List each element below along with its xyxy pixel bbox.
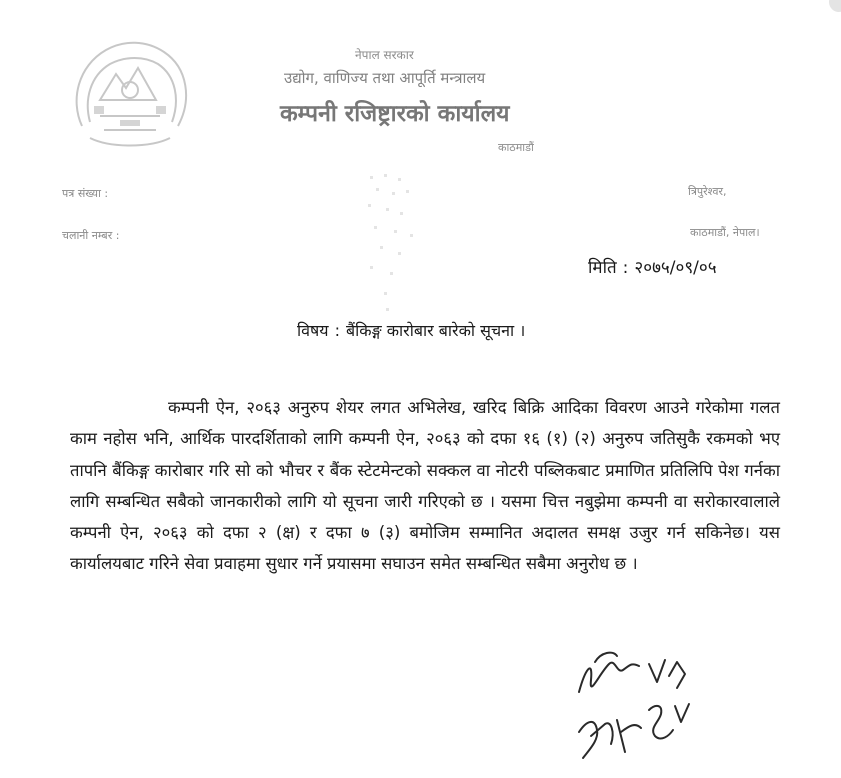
signature-icon — [565, 640, 705, 770]
office-place: त्रिपुरेश्वर, — [688, 185, 727, 198]
date-label: मिति — [588, 258, 617, 278]
subject-separator: : — [334, 321, 340, 340]
dispatch-number-label: चलानी नम्बर : — [62, 229, 120, 242]
letter-subject — [297, 319, 525, 341]
letter-date — [588, 255, 717, 278]
office-city: काठमाडौं — [498, 141, 534, 154]
office-heading: कम्पनी रजिष्ट्रारको कार्यालय — [280, 101, 510, 127]
faded-stamp-mark-icon — [340, 170, 440, 320]
subject-text: बैंकिङ्ग कारोबार बारेको सूचना । — [345, 321, 526, 340]
letter-number-label: पत्र संख्या : — [62, 187, 109, 200]
ministry-heading: उद्योग, वाणिज्य तथा आपूर्ति मन्त्रालय — [284, 69, 486, 87]
date-value: २०७५/०९/०५ — [634, 258, 717, 278]
notice-body-paragraph: कम्पनी ऐन, २०६३ अनुरुप शेयर लगत अभिलेख, खरिद बिक्रि आदिका विवरण आउने गरेकोमा गलत काम नहोस भनि, आर्थिक पारदर्शिताको लागि कम्पनी ऐन, २०६३ को दफा १६ (१) (२) अनुरुप जतिसुकै रकमको भए तापनि बैंकिङ्ग कारोबार गरि सो को भौचर र बैंक स्टेटमेन्टको सक्कल वा नोटरी पब्लिकबाट प्रमाणित प्रतिलिपि पेश गर्नका लागि सम्बन्धित सबैको जानकारीको लागि यो सूचना जारी गरिएको छ । यसमा चित्त नबुझेमा कम्पनी वा सरोकारवालाले कम्पनी ऐन, २०६३ को दफा २ (क्ष) र दफा ७ (३) बमोजिम सम्मानित अदालत समक्ष उजुर गर्न सकिनेछ। यस कार्यालयबाट गरिने सेवा प्रवाहमा सुधार गर्ने प्रयासमा सघाउन समेत सम्बन्धित सबैमा अनुरोध छ । — [70, 398, 780, 574]
page-corner-mark-icon — [811, 0, 841, 16]
subject-label: विषय — [297, 321, 329, 340]
country-heading: नेपाल सरकार — [355, 48, 414, 62]
office-address: काठमाडौं, नेपाल। — [690, 226, 760, 239]
nepal-government-emblem-icon — [60, 30, 200, 160]
date-separator: : — [622, 258, 629, 278]
